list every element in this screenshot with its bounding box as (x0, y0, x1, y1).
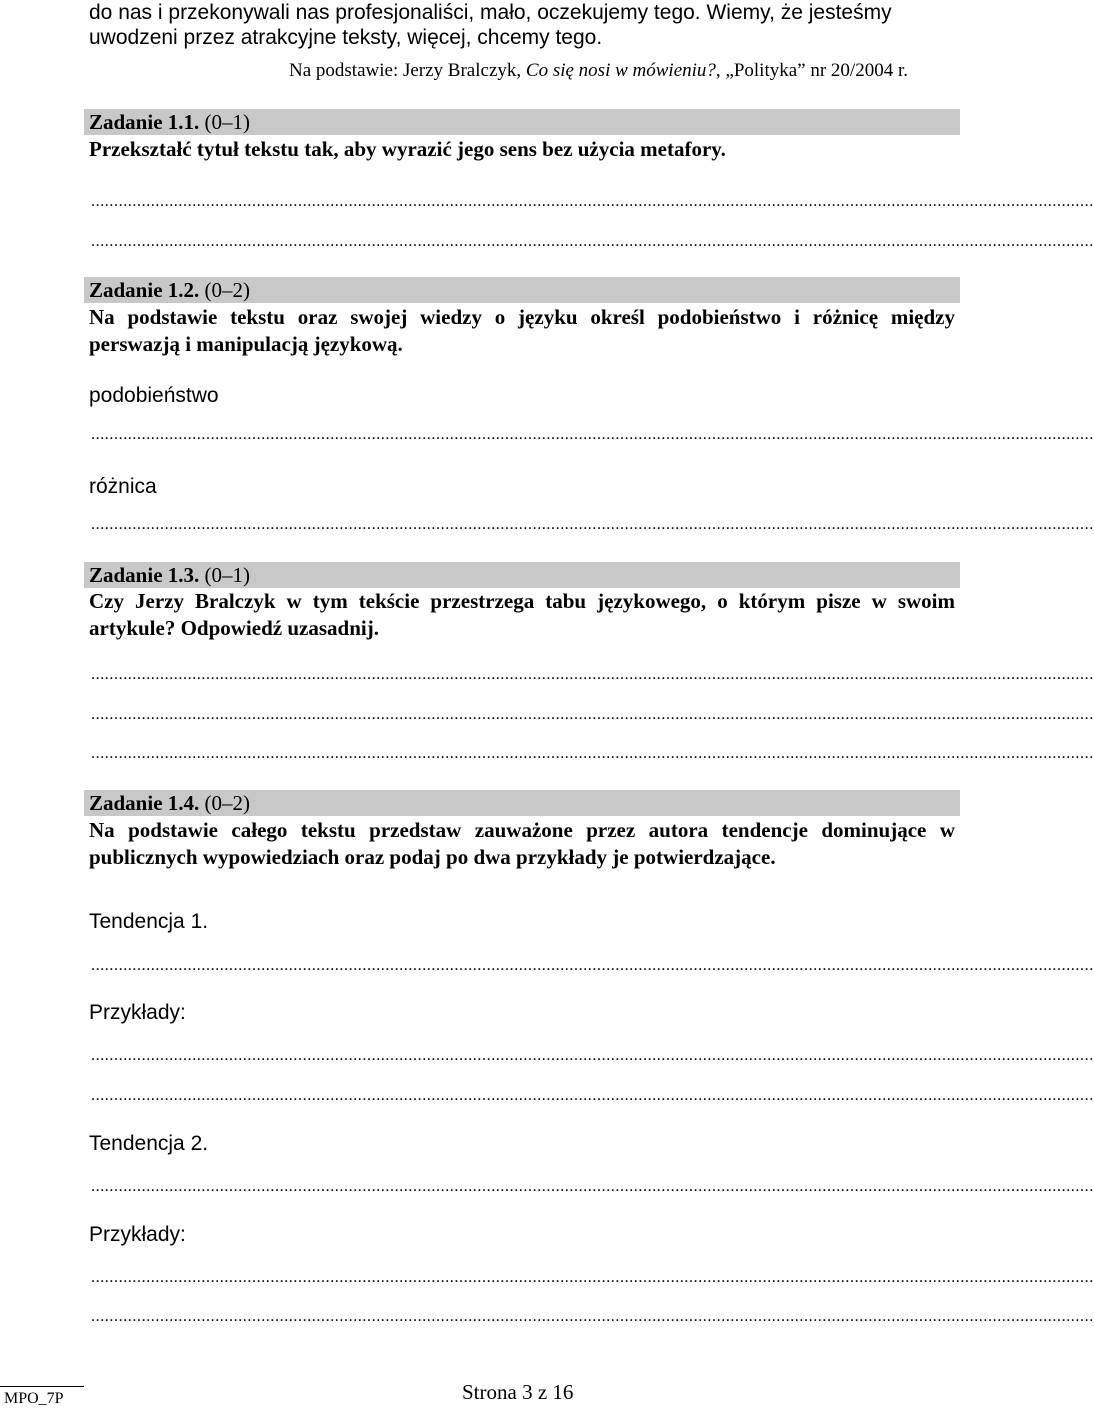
task-1-2-title: Zadanie 1.2. (89, 278, 200, 302)
task-1-2-instruction: Na podstawie tekstu oraz swojej wiedzy o języku określ podobieństwo i różnicę między perswazją i manipulacją językową. (89, 305, 955, 356)
task-1-4-header (84, 790, 960, 816)
answer-line[interactable]: .......................................................................................................................................................................................................................... (91, 745, 1094, 762)
task-1-4-instruction: Na podstawie całego tekstu przedstaw zauważone przez autora tendencje dominujące w publicznych wypowiedziach oraz podaj po dwa przykłady je potwierdzające. (89, 818, 955, 869)
label-examples-1: Przykłady: (89, 1001, 186, 1024)
task-1-4-title: Zadanie 1.4. (89, 791, 200, 815)
label-trend-1: Tendencja 1. (89, 910, 209, 933)
label-examples-2: Przykłady: (89, 1223, 186, 1246)
task-1-2-header (84, 277, 960, 303)
source-suffix: , „Polityka” nr 20/2004 r. (715, 60, 908, 81)
footer-code: MPO_7P (4, 1390, 64, 1407)
answer-line[interactable]: .......................................................................................................................................................................................................................... (91, 1087, 1094, 1104)
label-similarity: podobieństwo (89, 384, 219, 407)
answer-line[interactable]: .......................................................................................................................................................................................................................... (91, 516, 1094, 533)
answer-line[interactable]: .......................................................................................................................................................................................................................... (91, 666, 1094, 683)
intro-line-2: uwodzeni przez atrakcyjne teksty, więcej, chcemy tego. (89, 26, 603, 49)
answer-line[interactable]: .......................................................................................................................................................................................................................... (91, 706, 1094, 723)
task-1-3-header (84, 562, 960, 588)
task-1-1-instruction: Przekształć tytuł tekstu tak, aby wyrazić jego sens bez użycia metafory. (89, 137, 726, 161)
intro-line-1: do nas i przekonywali nas profesjonaliści, mało, oczekujemy tego. Wiemy, że jesteśmy (89, 1, 892, 24)
answer-line[interactable]: .......................................................................................................................................................................................................................... (91, 1308, 1094, 1325)
answer-line[interactable]: .......................................................................................................................................................................................................................... (91, 233, 1094, 250)
task-1-1-title: Zadanie 1.1. (89, 110, 200, 134)
source-title: Co się nosi w mówieniu? (525, 60, 716, 81)
footer-divider (0, 1386, 84, 1387)
task-1-3-points: (0–1) (204, 563, 251, 587)
task-1-3-title: Zadanie 1.3. (89, 563, 200, 587)
source-prefix: Na podstawie: Jerzy Bralczyk, (289, 60, 526, 81)
answer-line[interactable]: .......................................................................................................................................................................................................................... (91, 1269, 1094, 1286)
answer-line[interactable]: .......................................................................................................................................................................................................................... (91, 426, 1094, 443)
task-1-4-points: (0–2) (204, 791, 251, 815)
task-1-1-header (84, 109, 960, 135)
task-1-2-points: (0–2) (204, 278, 251, 302)
answer-line[interactable]: .......................................................................................................................................................................................................................... (91, 193, 1094, 210)
source-citation (289, 60, 908, 82)
answer-line[interactable]: .......................................................................................................................................................................................................................... (91, 1047, 1094, 1064)
task-1-1-points: (0–1) (204, 110, 251, 134)
label-trend-2: Tendencja 2. (89, 1132, 209, 1155)
task-1-3-instruction: Czy Jerzy Bralczyk w tym tekście przestrzega tabu językowego, o którym pisze w swoim artykule? Odpowiedź uzasadnij. (89, 589, 955, 640)
answer-line[interactable]: .......................................................................................................................................................................................................................... (91, 957, 1094, 974)
answer-line[interactable]: .......................................................................................................................................................................................................................... (91, 1178, 1094, 1195)
page-number: Strona 3 z 16 (462, 1380, 574, 1404)
label-difference: różnica (89, 475, 157, 498)
